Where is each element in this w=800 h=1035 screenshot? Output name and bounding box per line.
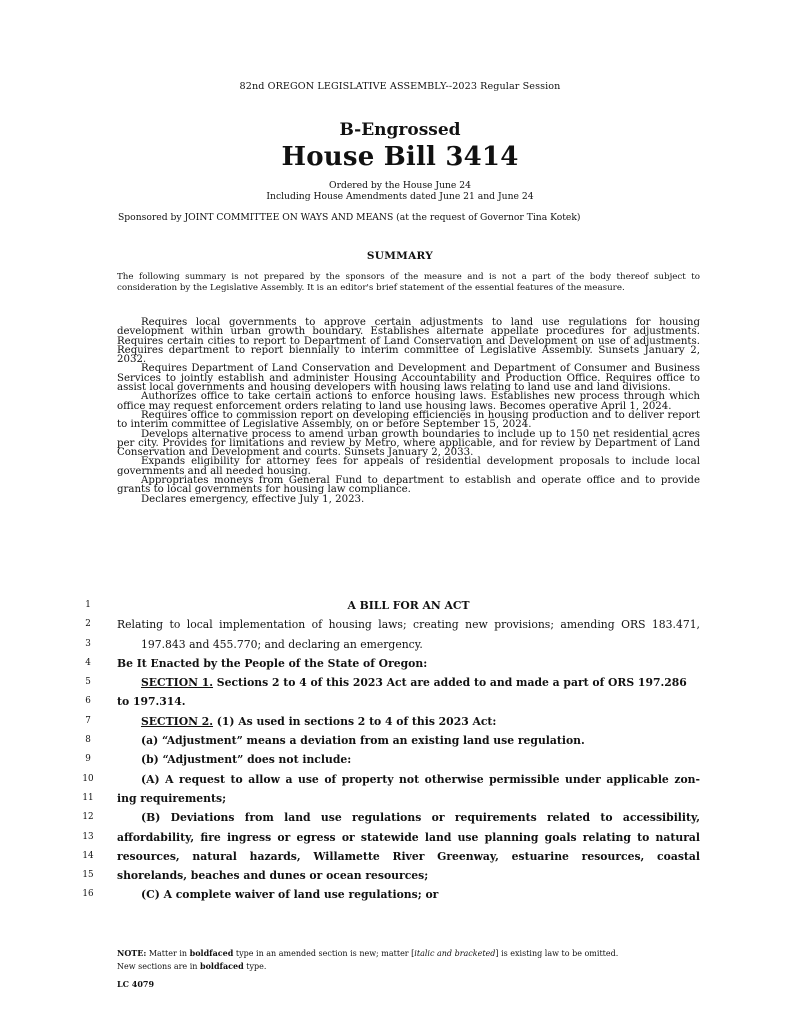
- summary-paragraph: Requires local governments to approve certain adjustments to land use regulations for housing development within urban growth boundary. Establishes alternate appellate procedures for adjustments. Requires certain cities to report to Department of Land Conservation and Development on use of adjustments. Requires department to report biennially to interim committee of Legislative Assembly. Sunsets January 2, 2032.: [117, 317, 700, 366]
- bill-text-line: (C) A complete waiver of land use regulations; or: [141, 888, 439, 902]
- note-bold: boldfaced: [189, 948, 234, 958]
- enacting-clause: Be It Enacted by the People of the State of Oregon:: [117, 656, 428, 670]
- lc-number: LC 4079: [117, 979, 155, 989]
- bill-line: [80, 596, 700, 615]
- bill-for-act-heading: A BILL FOR AN ACT: [347, 599, 470, 612]
- bill-line: [80, 692, 700, 711]
- sponsor-line: Sponsored by JOINT COMMITTEE ON WAYS AND MEANS (at the request of Governor Tina Kotek): [118, 212, 581, 223]
- summary-body: [117, 318, 700, 504]
- note-text: type.: [243, 962, 267, 971]
- bill-line: [80, 635, 700, 654]
- ordered-info: [0, 180, 800, 202]
- bill-line: [80, 808, 700, 827]
- section-1-body: Sections 2 to 4 of this 2023 Act are added to and made a part of ORS 197.286: [213, 676, 687, 690]
- line-number: 13: [82, 831, 94, 842]
- footer-note: [117, 947, 717, 973]
- note-label: NOTE:: [117, 948, 147, 958]
- section-2-text: [117, 712, 700, 731]
- summary-paragraph: Expands eligibility for attorney fees for appeals of residential development proposals to include local governments and all needed housing.: [117, 456, 700, 477]
- bill-line: [80, 828, 700, 847]
- line-number: 5: [85, 677, 91, 688]
- ordered-line: Ordered by the House June 24: [329, 180, 471, 191]
- bill-line: [80, 770, 700, 789]
- note-bold: boldfaced: [199, 961, 244, 971]
- bill-title: House Bill 3414: [281, 142, 519, 172]
- line-number: 4: [85, 657, 91, 668]
- summary-paragraph: Authorizes office to take certain actions to enforce housing laws. Establishes new process through which office may request enforcement orders relating to land use housing laws. Becomes operative April 1, 2024.: [117, 391, 700, 412]
- bill-line: [80, 885, 700, 904]
- bill-line: [80, 615, 700, 634]
- section-1-label: SECTION 1.: [141, 676, 214, 690]
- bill-text-line: resources, natural hazards, Willamette River Greenway, estuarine resources, coastal: [117, 849, 700, 863]
- note-text: Matter in: [146, 949, 190, 958]
- relating-clause: Relating to local implementation of housing laws; creating new provisions; amending ORS 183.471,: [117, 618, 700, 632]
- note-text: New sections are in: [117, 962, 200, 971]
- line-number: 15: [82, 870, 94, 881]
- bill-text-line: shorelands, beaches and dunes or ocean resources;: [117, 869, 429, 883]
- relating-clause-cont: 197.843 and 455.770; and declaring an emergency.: [141, 637, 423, 651]
- engrossed-version: B-Engrossed: [339, 120, 461, 140]
- summary-paragraph: Appropriates moneys from General Fund to department to establish and operate office and to provide grants to local governments for housing law compliance.: [117, 475, 700, 496]
- section-1-cont: to 197.314.: [117, 695, 186, 709]
- summary-paragraph: Declares emergency, effective July 1, 2023.: [141, 493, 365, 505]
- summary-intro: The following summary is not prepared by the sponsors of the measure and is not a part of the body thereof subject to consideration by the Legislative Assembly. It is an editor's brief statement of the essential features of the measure.: [117, 272, 700, 293]
- section-1-text: [117, 673, 700, 692]
- note-line-2: [117, 960, 717, 973]
- bill-line: [80, 654, 700, 673]
- bill-line: [80, 750, 700, 769]
- summary-heading: SUMMARY: [366, 250, 434, 262]
- summary-paragraph: Requires office to commission report on developing efficiencies in housing production and to deliver report to interim committee of Legislative Assembly, on or before September 15, 2024.: [117, 409, 700, 431]
- bill-text-line: (a) “Adjustment” means a deviation from an existing land use regulation.: [141, 734, 585, 748]
- bill-text: [80, 596, 700, 905]
- bill-text-line: ing requirements;: [117, 791, 227, 805]
- line-number: 6: [85, 696, 91, 707]
- line-number: 10: [82, 773, 94, 784]
- line-number: 7: [85, 715, 91, 726]
- bill-line: [80, 847, 700, 866]
- section-2-label: SECTION 2.: [141, 714, 214, 728]
- summary-paragraph: Requires Department of Land Conservation and Development and Department of Consumer and Business Services to jointly establish and administer Housing Accountability and Production Office. Requires office to assist local governments and housing developers with housing laws relating to land use and land divisions.: [117, 363, 700, 394]
- bill-line: [80, 673, 700, 692]
- note-text: ] is existing law to be omitted.: [495, 949, 619, 958]
- section-2-body: (1) As used in sections 2 to 4 of this 2023 Act:: [213, 714, 497, 728]
- bill-text-line: (A) A request to allow a use of property not otherwise permissible under applicable zon-: [141, 772, 700, 786]
- line-number: 1: [85, 600, 91, 610]
- line-number: 11: [82, 792, 94, 803]
- line-number: 16: [82, 889, 94, 900]
- bill-text-line: (B) Deviations from land use regulations or requirements related to accessibility,: [141, 811, 700, 825]
- bill-line: [80, 866, 700, 885]
- summary-paragraph: Develops alternative process to amend urban growth boundaries to include up to 150 net residential acres per city. Provides for limitations and review by Metro, where applicable, and for review by Department of Land Conservation and Development and courts. Sunsets January 2, 2033.: [117, 428, 700, 459]
- bill-text-line: affordability, fire ingress or egress or statewide land use planning goals relating to natural: [117, 830, 700, 844]
- line-number: 9: [85, 754, 91, 765]
- bill-line: [80, 712, 700, 731]
- note-text: type in an amended section is new; matter [: [233, 949, 415, 958]
- bill-line: [80, 789, 700, 808]
- note-italic: italic and bracketed: [414, 949, 496, 958]
- line-number: 8: [85, 735, 91, 746]
- note-line-1: [117, 947, 717, 960]
- session-header: 82nd OREGON LEGISLATIVE ASSEMBLY--2023 Regular Session: [239, 81, 561, 92]
- line-number: 2: [85, 619, 91, 630]
- bill-text-line: (b) “Adjustment” does not include:: [141, 753, 352, 767]
- line-number: 3: [85, 638, 91, 649]
- line-number: 14: [82, 850, 94, 861]
- bill-line: [80, 731, 700, 750]
- line-number: 12: [82, 812, 94, 823]
- amendments-line: Including House Amendments dated June 21 and June 24: [266, 191, 534, 202]
